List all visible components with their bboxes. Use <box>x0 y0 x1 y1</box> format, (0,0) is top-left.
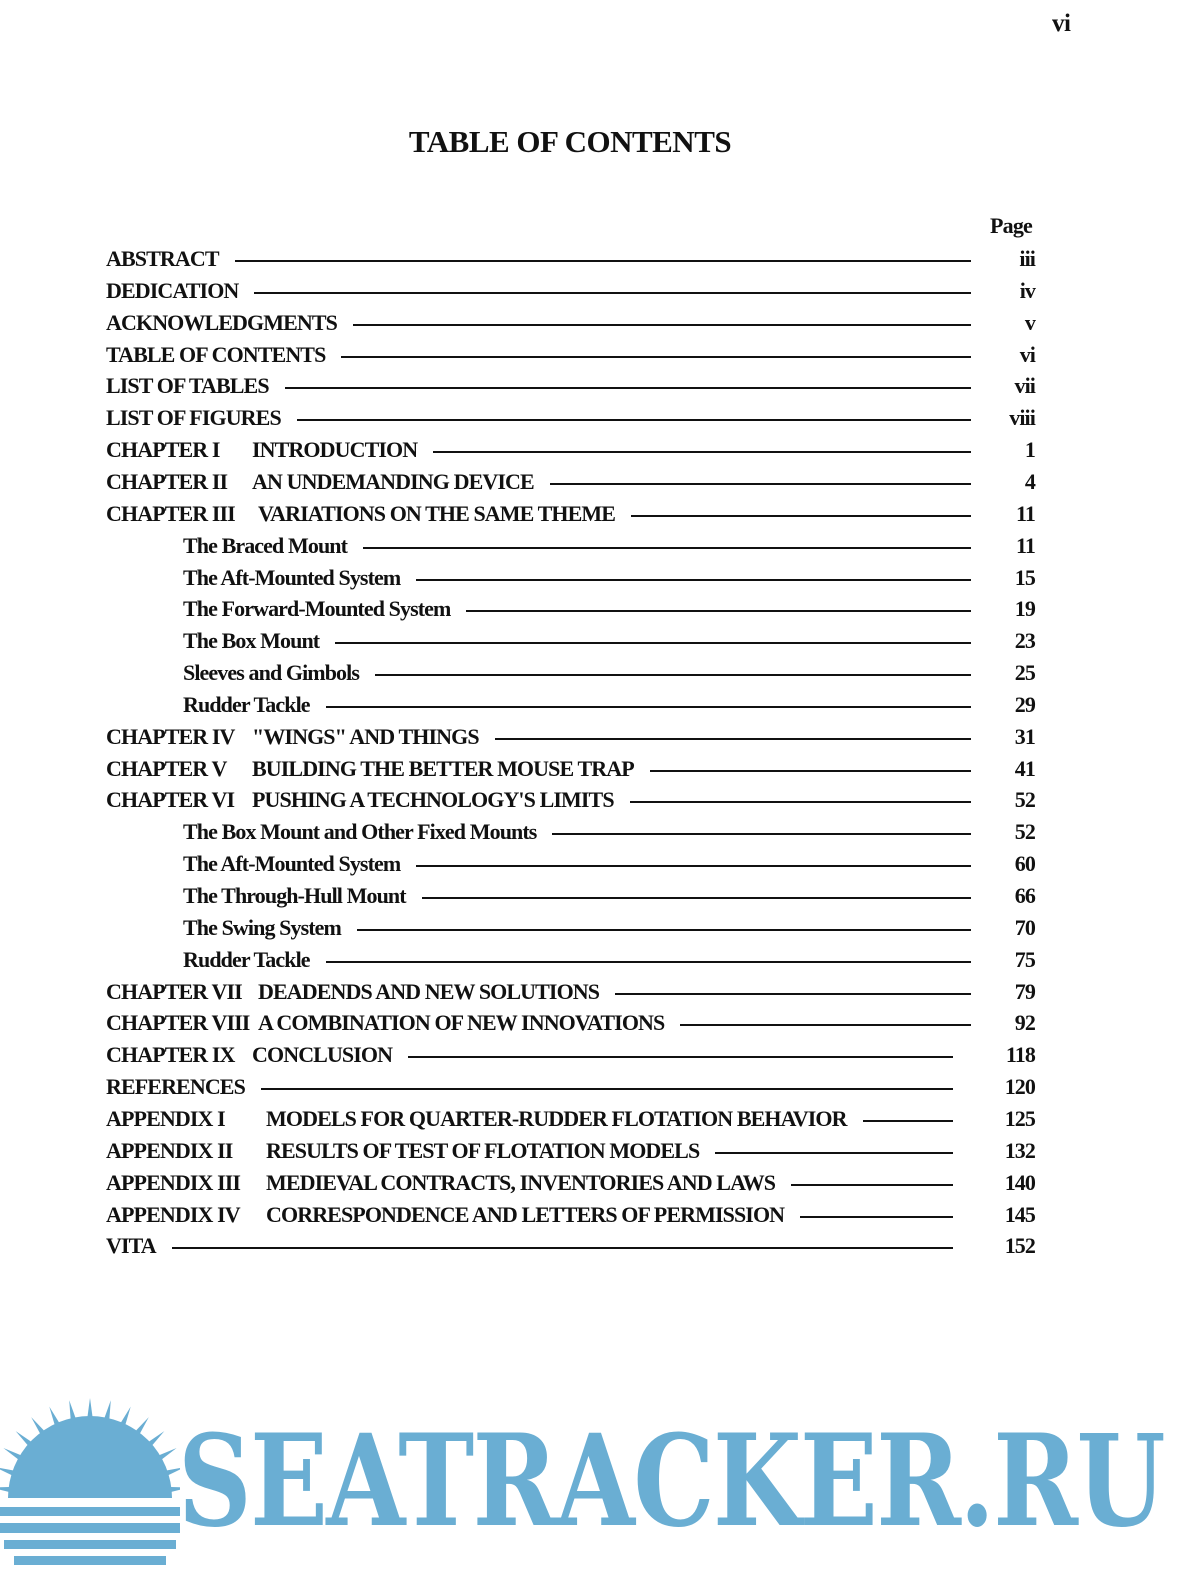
toc-page-number: 29 <box>1014 691 1035 717</box>
toc-entry <box>106 754 1035 784</box>
toc-chapter-label: APPENDIX II <box>106 1137 233 1163</box>
leader-line <box>172 1247 953 1249</box>
leader-line <box>326 961 971 963</box>
toc-entry <box>106 308 1035 338</box>
toc-entry-title: CONCLUSION <box>252 1042 393 1068</box>
toc-chapter-label: CHAPTER IX <box>106 1042 235 1068</box>
leader-line <box>791 1184 953 1186</box>
leader-line <box>297 419 971 421</box>
toc-entry <box>183 563 1035 593</box>
toc-entry-title: BUILDING THE BETTER MOUSE TRAP <box>252 755 634 781</box>
watermark <box>0 1395 1180 1573</box>
toc-entry-title: "WINGS" AND THINGS <box>252 723 479 749</box>
toc-page-number: 31 <box>1014 723 1035 749</box>
toc-entry <box>106 1008 1035 1038</box>
toc-entry <box>183 658 1035 688</box>
leader-line <box>715 1152 953 1154</box>
leader-line <box>416 579 971 581</box>
toc-entry-title: MODELS FOR QUARTER-RUDDER FLOTATION BEHAVIOR <box>266 1105 847 1131</box>
toc-entry-title: RESULTS OF TEST OF FLOTATION MODELS <box>266 1137 700 1163</box>
toc-entry <box>183 913 1035 943</box>
toc-entry <box>106 467 1035 497</box>
leader-line <box>363 547 971 549</box>
page-number: vi <box>1052 10 1071 37</box>
toc-entry <box>106 1040 1035 1070</box>
toc-entry <box>183 594 1035 624</box>
toc-page-number: 19 <box>1014 596 1035 622</box>
toc-entry-title: A COMBINATION OF NEW INNOVATIONS <box>258 1010 665 1036</box>
leader-line <box>341 356 971 358</box>
toc-page-number: 15 <box>1014 564 1035 590</box>
toc-entry-title: REFERENCES <box>106 1074 245 1100</box>
toc-page-number: 75 <box>1014 946 1035 972</box>
leader-line <box>550 483 971 485</box>
toc-entry <box>183 626 1035 656</box>
toc-entry <box>183 690 1035 720</box>
toc-page-number: 23 <box>1014 628 1035 654</box>
toc-page-number: 4 <box>1024 468 1035 494</box>
toc-chapter-label: APPENDIX III <box>106 1169 241 1195</box>
toc-entry-title: TABLE OF CONTENTS <box>106 341 326 367</box>
toc-entry-title: The Swing System <box>183 914 341 940</box>
toc-page-number: 145 <box>1004 1201 1035 1227</box>
toc-entry <box>106 1072 1035 1102</box>
toc-entry-title: Sleeves and Gimbols <box>183 660 360 686</box>
toc-chapter-label: CHAPTER VI <box>106 787 235 813</box>
toc-page-number: 70 <box>1014 914 1035 940</box>
toc-entry-title: ABSTRACT <box>106 246 219 271</box>
toc-entry <box>183 945 1035 975</box>
leader-line <box>631 515 971 517</box>
leader-line <box>375 674 971 676</box>
toc-entry-title: ACKNOWLEDGMENTS <box>106 309 337 335</box>
toc-entry-title: VITA <box>106 1233 156 1259</box>
toc-page-number: 11 <box>1016 500 1035 526</box>
toc-entry-title: The Forward-Mounted System <box>183 596 451 622</box>
toc-entry <box>183 531 1035 561</box>
toc-entry-title: MEDIEVAL CONTRACTS, INVENTORIES AND LAWS <box>266 1169 776 1195</box>
toc-page-number: 60 <box>1014 851 1035 877</box>
leader-line <box>357 929 971 931</box>
toc-entry <box>106 435 1035 465</box>
toc-page-number: 140 <box>1004 1169 1035 1195</box>
toc-chapter-label: APPENDIX I <box>106 1105 225 1131</box>
toc-entry <box>106 244 1035 274</box>
toc-page-number: 125 <box>1004 1105 1035 1131</box>
toc-entry-title: LIST OF FIGURES <box>106 405 281 431</box>
toc-chapter-label: APPENDIX IV <box>106 1201 240 1227</box>
toc-entry <box>106 785 1035 815</box>
toc-page-number: 66 <box>1014 883 1035 908</box>
toc-page-number: 52 <box>1014 787 1035 813</box>
leader-line <box>408 1056 953 1058</box>
toc-entry-title: Rudder Tackle <box>183 946 310 972</box>
leader-line <box>863 1120 953 1122</box>
toc-page-number: 118 <box>1005 1042 1035 1068</box>
toc-page-number: viii <box>1009 405 1035 431</box>
toc-chapter-label: CHAPTER VIII <box>106 1010 250 1036</box>
toc-page-number: 25 <box>1014 660 1035 686</box>
toc-entry <box>106 1200 1035 1230</box>
leader-line <box>615 993 971 995</box>
toc-entry-title: The Aft-Mounted System <box>183 851 401 877</box>
page-column-header: Page <box>990 213 1033 238</box>
leader-line <box>261 1088 953 1090</box>
toc-entry <box>106 276 1035 306</box>
leader-line <box>422 897 971 899</box>
toc-entry <box>183 817 1035 847</box>
toc-entry-title: PUSHING A TECHNOLOGY'S LIMITS <box>252 787 614 813</box>
toc-entry <box>106 722 1035 752</box>
toc-entry <box>106 403 1035 433</box>
toc-page-number: 1 <box>1024 437 1035 463</box>
toc-page-number: iv <box>1019 277 1035 303</box>
leader-line <box>335 642 971 644</box>
leader-line <box>353 324 971 326</box>
toc-entry-title: VARIATIONS ON THE SAME THEME <box>258 500 616 526</box>
toc-page-number: v <box>1024 309 1035 335</box>
sun-logo-icon <box>0 1395 180 1573</box>
leader-line <box>800 1216 953 1218</box>
toc-entry <box>106 977 1035 1007</box>
toc-entry <box>106 499 1035 529</box>
toc-page-number: vi <box>1019 341 1035 367</box>
toc-page-number: 11 <box>1016 532 1035 558</box>
toc-page-number: 152 <box>1004 1233 1035 1259</box>
toc-entry-title: DEADENDS AND NEW SOLUTIONS <box>258 978 600 1004</box>
leader-line <box>433 451 971 453</box>
toc-entry-title: The Through-Hull Mount <box>183 883 406 908</box>
toc-entry <box>106 340 1035 370</box>
toc-entry <box>183 849 1035 879</box>
toc-entry-title: The Box Mount <box>183 628 320 654</box>
toc-page-number: 52 <box>1014 819 1035 845</box>
toc-page-number: 79 <box>1014 978 1035 1004</box>
leader-line <box>552 833 971 835</box>
leader-line <box>495 738 971 740</box>
toc-entry-title: The Braced Mount <box>183 532 348 558</box>
leader-line <box>326 706 971 708</box>
toc-entry-title: INTRODUCTION <box>252 437 418 463</box>
toc-chapter-label: CHAPTER IV <box>106 723 235 749</box>
leader-line <box>416 865 971 867</box>
toc-entry-title: The Aft-Mounted System <box>183 564 401 590</box>
toc-page-number: 92 <box>1014 1010 1035 1036</box>
toc-chapter-label: CHAPTER II <box>106 468 228 494</box>
leader-line <box>285 387 971 389</box>
toc-entry <box>183 881 1035 911</box>
leader-line <box>235 260 971 262</box>
toc-entry <box>106 1104 1035 1134</box>
toc-entry-title: AN UNDEMANDING DEVICE <box>252 468 534 494</box>
toc-entry <box>106 1168 1035 1198</box>
leader-line <box>630 801 971 803</box>
toc-page-number: 41 <box>1014 755 1035 781</box>
leader-line <box>650 770 971 772</box>
toc-chapter-label: CHAPTER VII <box>106 978 242 1004</box>
toc-page-number: 120 <box>1004 1074 1035 1100</box>
toc-entry-title: Rudder Tackle <box>183 691 310 717</box>
leader-line <box>680 1024 971 1026</box>
toc-entry <box>106 1231 1035 1261</box>
page-title: TABLE OF CONTENTS <box>408 124 732 159</box>
toc-entry-title: LIST OF TABLES <box>106 373 269 399</box>
toc-page-number: iii <box>1019 246 1035 271</box>
toc-entry-title: DEDICATION <box>106 277 239 303</box>
toc-chapter-label: CHAPTER V <box>106 755 227 781</box>
toc-entry <box>106 1136 1035 1166</box>
toc-chapter-label: CHAPTER I <box>106 437 220 463</box>
toc-chapter-label: CHAPTER III <box>106 500 235 526</box>
watermark-text: SEATRACKER.RU <box>178 1407 1164 1555</box>
toc-page-number: vii <box>1014 373 1035 399</box>
toc-entry-title: CORRESPONDENCE AND LETTERS OF PERMISSION <box>266 1201 785 1227</box>
leader-line <box>254 292 971 294</box>
toc-entry <box>106 371 1035 401</box>
toc-page-number: 132 <box>1004 1137 1035 1163</box>
toc-entry-title: The Box Mount and Other Fixed Mounts <box>183 819 537 845</box>
leader-line <box>466 610 971 612</box>
